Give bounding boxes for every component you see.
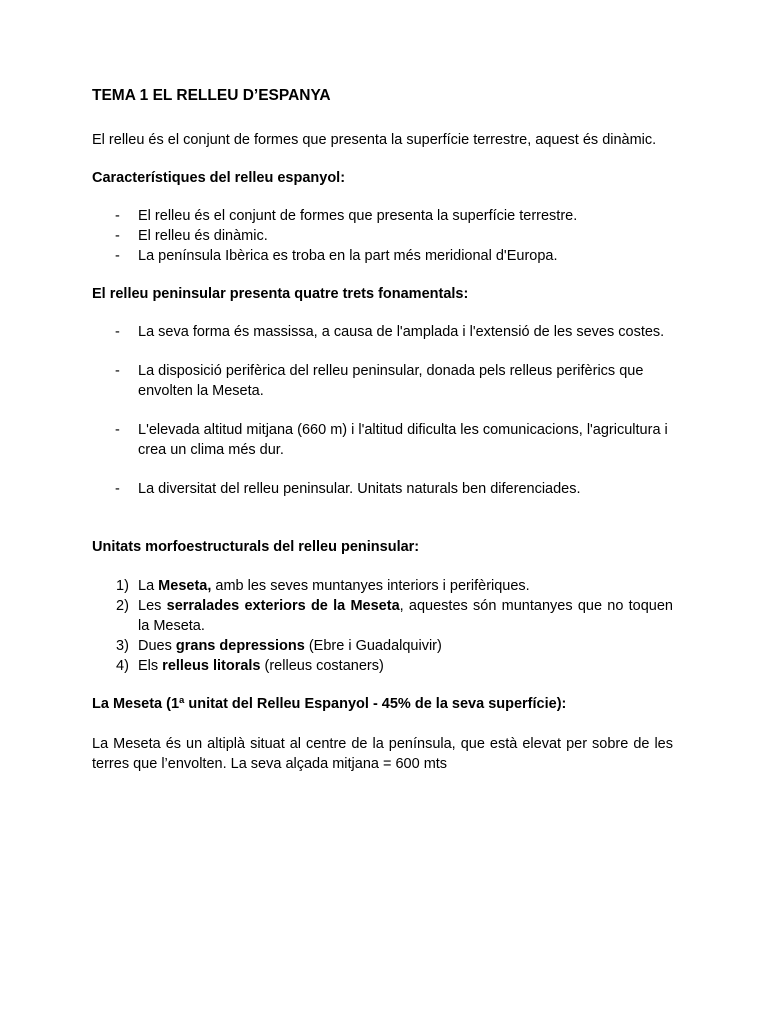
units-list <box>92 576 673 676</box>
item-pre-text: La <box>138 578 159 594</box>
list-item-text: L'elevada altitud mitjana (660 m) i l'altitud dificulta les comunicacions, l'agricultura i crea un clima més dur. <box>138 422 668 458</box>
list-item-text: El relleu és dinàmic. <box>138 228 268 244</box>
meseta-paragraph: La Meseta és un altiplà situat al centre de la península, que està elevat per sobre de les terres que l’envolten. La seva alçada mitjana = 600 mts <box>92 736 673 772</box>
list-item-text: La seva forma és massissa, a causa de l'amplada i l'extensió de les seves costes. <box>138 324 665 340</box>
number-marker: 1) <box>116 578 129 594</box>
list-item-text: La península Ibèrica es troba en la part més meridional d'Europa. <box>138 248 558 264</box>
item-bold-text: serralades exteriors de la Meseta <box>166 598 400 614</box>
list-item <box>92 656 673 676</box>
list-item <box>92 479 673 499</box>
features-heading: El relleu peninsular presenta quatre trets fonamentals: <box>92 286 469 302</box>
dash-marker: - <box>115 363 120 379</box>
list-item <box>92 226 673 246</box>
item-bold-text: relleus litorals <box>162 658 261 674</box>
number-marker: 2) <box>116 598 129 614</box>
number-marker: 3) <box>116 638 129 654</box>
item-pre-text: Dues <box>138 638 176 654</box>
list-item-text: La diversitat del relleu peninsular. Unitats naturals ben diferenciades. <box>138 481 581 497</box>
item-post-text: (Ebre i Guadalquivir) <box>304 638 442 654</box>
item-bold-text: grans depressions <box>175 638 305 654</box>
item-post-text: (relleus costaners) <box>260 658 384 674</box>
characteristics-heading: Característiques del relleu espanyol: <box>92 170 346 186</box>
meseta-heading: La Meseta (1ª unitat del Relleu Espanyol - 45% de la seva superfície): <box>92 696 567 712</box>
item-pre-text: Els <box>138 658 163 674</box>
list-item-text: El relleu és el conjunt de formes que presenta la superfície terrestre. <box>138 208 578 224</box>
dash-marker: - <box>115 248 120 264</box>
item-post-text: , aquestes són muntanyes que no toquen la Meseta. <box>138 598 673 634</box>
dash-marker: - <box>115 324 120 340</box>
document-page <box>92 84 673 774</box>
list-item <box>92 636 673 656</box>
intro-paragraph: El relleu és el conjunt de formes que presenta la superfície terrestre, aquest és dinàmic. <box>92 132 657 148</box>
item-pre-text: Les <box>138 598 167 614</box>
item-bold-text: Meseta, <box>158 578 212 594</box>
dash-marker: - <box>115 481 120 497</box>
list-item <box>92 361 673 401</box>
features-list <box>92 322 673 499</box>
dash-marker: - <box>115 208 120 224</box>
number-marker: 4) <box>116 658 129 674</box>
document-title: TEMA 1 EL RELLEU D’ESPANYA <box>92 87 331 104</box>
list-item <box>92 420 673 460</box>
item-post-text: amb les seves muntanyes interiors i perifèriques. <box>211 578 530 594</box>
characteristics-list <box>92 206 673 266</box>
dash-marker: - <box>115 228 120 244</box>
list-item <box>92 576 673 596</box>
list-item <box>92 322 673 342</box>
list-item <box>92 246 673 266</box>
dash-marker: - <box>115 422 120 438</box>
list-item <box>92 596 673 636</box>
list-item-text: La disposició perifèrica del relleu peninsular, donada pels relleus perifèrics que envolten la Meseta. <box>138 363 644 399</box>
list-item <box>92 206 673 226</box>
units-heading: Unitats morfoestructurals del relleu peninsular: <box>92 539 420 555</box>
